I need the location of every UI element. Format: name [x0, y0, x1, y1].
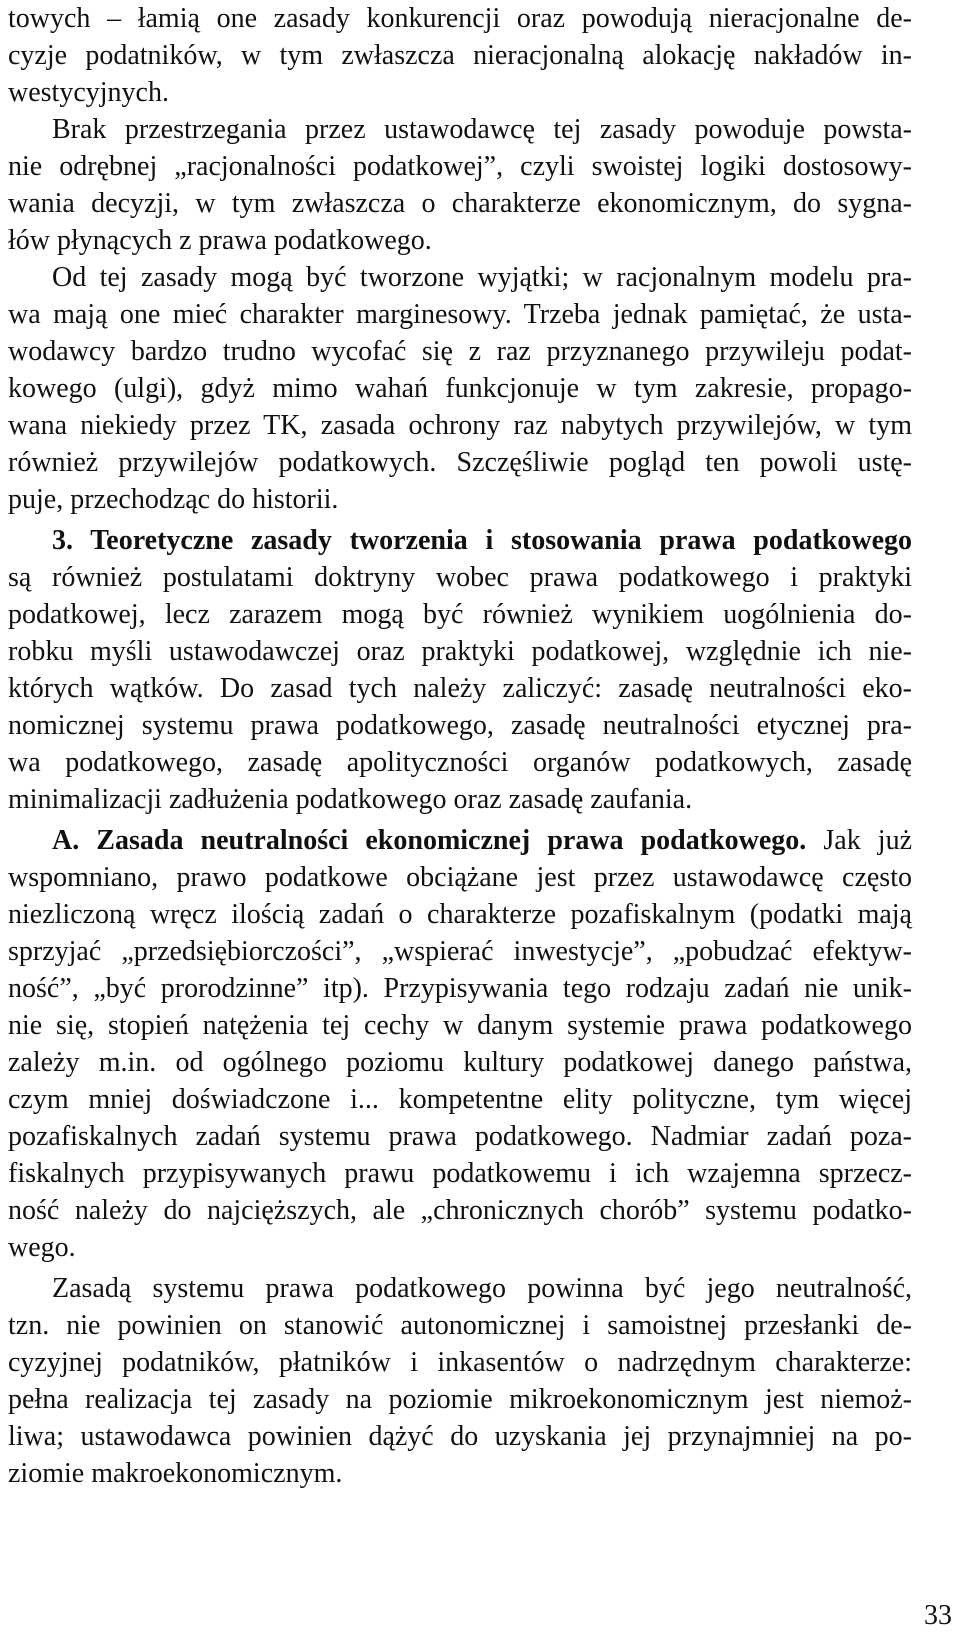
text-line: wego.: [8, 1232, 76, 1263]
text-line: podatkowej, lecz zarazem mogą być również wynikiem uogólnienia do-: [8, 599, 912, 630]
text-line: nie odrębnej „racjonalności podatkowej”, czyli swoistej logiki dostosowy-: [8, 151, 912, 182]
text-line: cyzje podatników, w tym zwłaszcza nieracjonalną alokację nakładów in-: [8, 40, 912, 71]
text-line: ność”, „być prorodzinne” itp). Przypisywania tego rodzaju zadań nie unik-: [8, 973, 912, 1004]
text-line: Zasadą systemu prawa podatkowego powinna być jego neutralność,: [52, 1273, 912, 1304]
text-line: ność należy do najcięższych, ale „chronicznych chorób” systemu podatko-: [8, 1195, 912, 1226]
text-line: są również postulatami doktryny wobec prawa podatkowego i praktyki: [8, 562, 912, 593]
text-line: westycyjnych.: [8, 77, 169, 108]
text-line: wa mają one mieć charakter marginesowy. Trzeba jednak pamiętać, że usta-: [8, 299, 912, 330]
text-line: wana niekiedy przez TK, zasada ochrony raz nabytych przywilejów, w tym: [8, 410, 912, 441]
text-line: ziomie makroekonomicznym.: [8, 1458, 343, 1489]
text-line: Brak przestrzegania przez ustawodawcę tej zasady powoduje powsta-: [52, 114, 912, 145]
text-line: wa podatkowego, zasadę apolityczności organów podatkowych, zasadę: [8, 747, 912, 778]
text-line: zależy m.in. od ogólnego poziomu kultury podatkowej danego państwa,: [8, 1047, 912, 1078]
text-line: cyzyjnej podatników, płatników i inkasentów o nadrzędnym charakterze:: [8, 1347, 912, 1378]
text-line: liwa; ustawodawca powinien dążyć do uzyskania jej przynajmniej na po-: [8, 1421, 912, 1452]
text-line: kowego (ulgi), gdyż mimo wahań funkcjonuje w tym zakresie, propago-: [8, 373, 912, 404]
heading-tail-text: Jak już: [806, 825, 912, 856]
text-line: pozafiskalnych zadań systemu prawa podatkowego. Nadmiar zadań poza-: [8, 1121, 912, 1152]
text-line: czym mniej doświadczone i... kompetentne elity polityczne, tym więcej: [8, 1084, 912, 1115]
subsection-heading: A. Zasada neutralności ekonomicznej prawa podatkowego.: [52, 825, 807, 856]
text-line: fiskalnych przypisywanych prawu podatkowemu i ich wzajemna sprzecz-: [8, 1158, 912, 1189]
paragraph: [8, 111, 912, 259]
text-line: tzn. nie powinien on stanowić autonomicznej i samoistnej przesłanki de-: [8, 1310, 912, 1341]
paragraph: [8, 1270, 912, 1492]
paragraph: [8, 522, 912, 818]
text-line: puje, przechodząc do historii.: [8, 484, 339, 515]
text-line: wania decyzji, w tym zwłaszcza o charakterze ekonomicznym, do sygna-: [8, 188, 912, 219]
paragraph: [8, 822, 912, 1266]
text-line: pełna realizacja tej zasady na poziomie mikroekonomicznym jest niemoż-: [8, 1384, 912, 1415]
page-number: 33: [924, 1600, 952, 1631]
subsection-heading-line: [8, 822, 912, 859]
text-line: Od tej zasady mogą być tworzone wyjątki; w racjonalnym modelu pra-: [52, 262, 912, 293]
text-line: nomicznej systemu prawa podatkowego, zasadę neutralności etycznej pra-: [8, 710, 912, 741]
text-line: robku myśli ustawodawczej oraz praktyki podatkowej, względnie ich nie-: [8, 636, 912, 667]
text-line: łów płynących z prawa podatkowego.: [8, 225, 432, 256]
text-line: których wątków. Do zasad tych należy zaliczyć: zasadę neutralności eko-: [8, 673, 912, 704]
paragraph: [8, 0, 912, 111]
text-line: minimalizacji zadłużenia podatkowego oraz zasadę zaufania.: [8, 784, 693, 815]
text-line: niezliczoną wręcz ilością zadań o charakterze pozafiskalnym (podatki mają: [8, 899, 912, 930]
text-line: sprzyjać „przedsiębiorczości”, „wspierać inwestycje”, „pobudzać efektyw-: [8, 936, 912, 967]
text-line: wspomniano, prawo podatkowe obciążane jest przez ustawodawcę często: [8, 862, 912, 893]
text-line: nie się, stopień natężenia tej cechy w danym systemie prawa podatkowego: [8, 1010, 912, 1041]
text-line: towych – łamią one zasady konkurencji oraz powodują nieracjonalne de-: [8, 3, 912, 34]
text-line: wodawcy bardzo trudno wycofać się z raz przyznanego przywileju podat-: [8, 336, 912, 367]
text-line: również przywilejów podatkowych. Szczęśliwie pogląd ten powoli ustę-: [8, 447, 912, 478]
document-page: [8, 0, 912, 1492]
paragraph: [8, 259, 912, 518]
section-heading: 3. Teoretyczne zasady tworzenia i stosowania prawa podatkowego: [52, 525, 912, 556]
